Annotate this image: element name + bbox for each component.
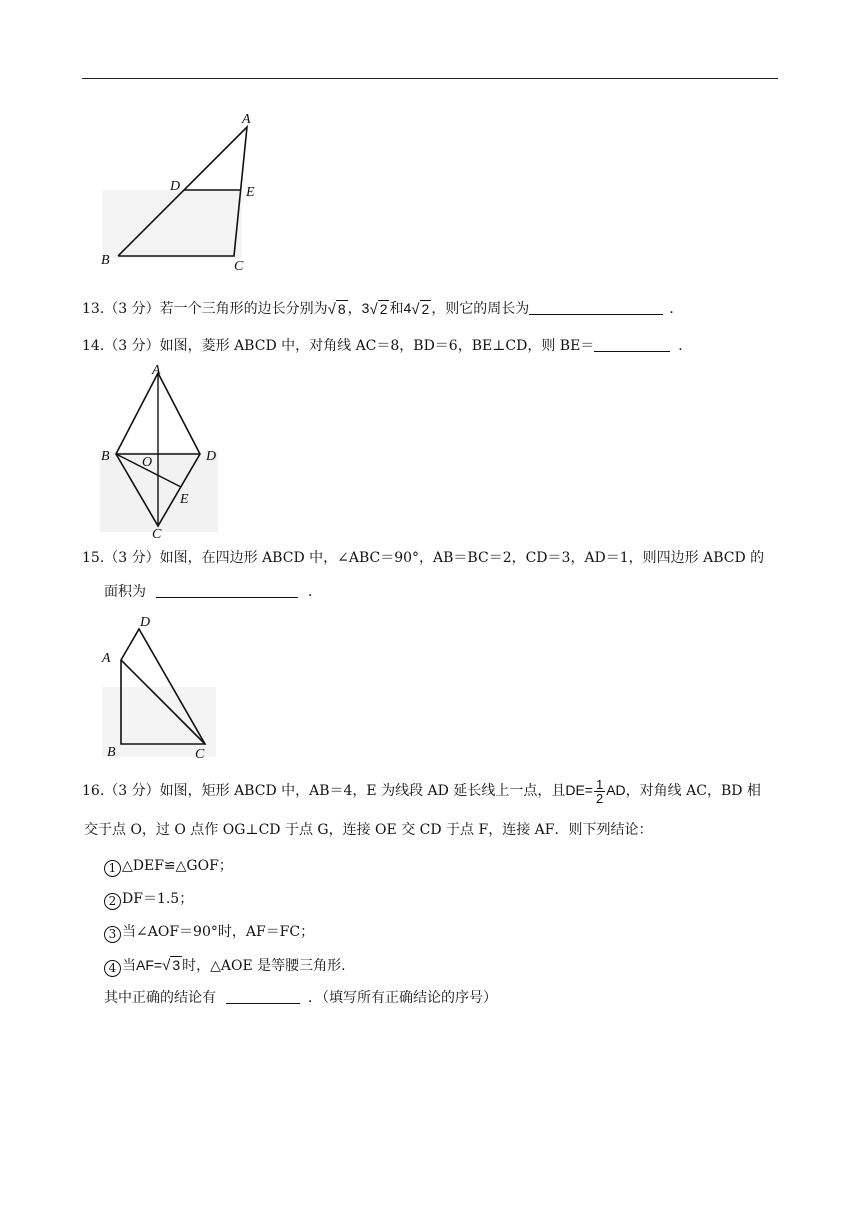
conclusion-3: 3 当∠AOF＝90°时，AF＝FC； xyxy=(104,922,314,943)
sqrt-expression: √ 8 xyxy=(327,300,346,318)
figure-triangle-de-bc xyxy=(96,108,266,278)
question-15: 15.（3 分）如图，在四边形 ABCD 中，∠ABC＝90°，AB＝BC＝2，CD＝3，AD＝1，则四边形 ABCD 的 xyxy=(82,550,765,566)
label-d: D xyxy=(140,615,151,630)
label-b: B xyxy=(101,449,110,464)
answer-blank-16[interactable] xyxy=(226,989,300,1004)
sqrt-expression: AF=√ 3 xyxy=(136,957,181,974)
answer-blank-15[interactable] xyxy=(156,583,298,598)
circled-number-1: 1 xyxy=(104,860,121,877)
coeff-expression: 3 xyxy=(361,300,370,316)
question-13: 13.（3 分）若一个三角形的边长分别为√ 8 ，3√ 2 和4√ 2 ，则它的周长为 ． xyxy=(82,300,684,318)
question-14: 14.（3 分）如图，菱形 ABCD 中，对角线 AC＝8，BD＝6，BE⊥CD，则 BE＝ ． xyxy=(82,338,693,354)
conclusion-4: 4 当AF=√ 3 时，△AOE 是等腰三角形. xyxy=(104,955,346,977)
question-16: 16.（3 分）如图，矩形 ABCD 中，AB＝4，E 为线段 AD 延长线上一点，且DE= $\frac{1}{2}$ AD，对角线 AC，BD 相 xyxy=(82,777,761,806)
conclusion-2: 2 DF＝1.5； xyxy=(104,889,193,910)
question-15-line2: 面积为 ． xyxy=(104,584,322,600)
label-d: D xyxy=(170,179,181,194)
figure-rhombus xyxy=(98,362,222,540)
label-o: O xyxy=(142,455,153,470)
label-c: C xyxy=(234,259,244,274)
label-e: E xyxy=(180,492,189,507)
fraction-expression: DE= $\frac{1}{2}$ AD xyxy=(565,777,626,806)
circled-number-3: 3 xyxy=(104,926,121,943)
label-d: D xyxy=(206,449,217,464)
label-a: A xyxy=(242,112,251,127)
label-e: E xyxy=(246,185,255,200)
circled-number-4: 4 xyxy=(104,960,121,977)
circled-number-2: 2 xyxy=(104,893,121,910)
label-c: C xyxy=(152,527,162,540)
figure-quadrilateral xyxy=(98,612,222,764)
answer-blank-13[interactable] xyxy=(529,300,663,315)
conclusion-1: 1 △DEF≌△GOF； xyxy=(104,856,233,877)
label-a: A xyxy=(152,363,161,378)
label-b: B xyxy=(101,253,110,268)
label-c: C xyxy=(195,747,205,762)
label-b: B xyxy=(107,745,116,760)
label-a: A xyxy=(102,651,111,666)
question-16-line2: 交于点 O，过 O 点作 OG⊥CD 于点 G，连接 OE 交 CD 于点 F，连接 AF．则下列结论： xyxy=(84,822,653,838)
conclusion-question: 其中正确的结论有 ．（填写所有正确结论的序号） xyxy=(104,990,497,1006)
answer-blank-14[interactable] xyxy=(594,337,670,352)
header-rule xyxy=(82,78,778,79)
